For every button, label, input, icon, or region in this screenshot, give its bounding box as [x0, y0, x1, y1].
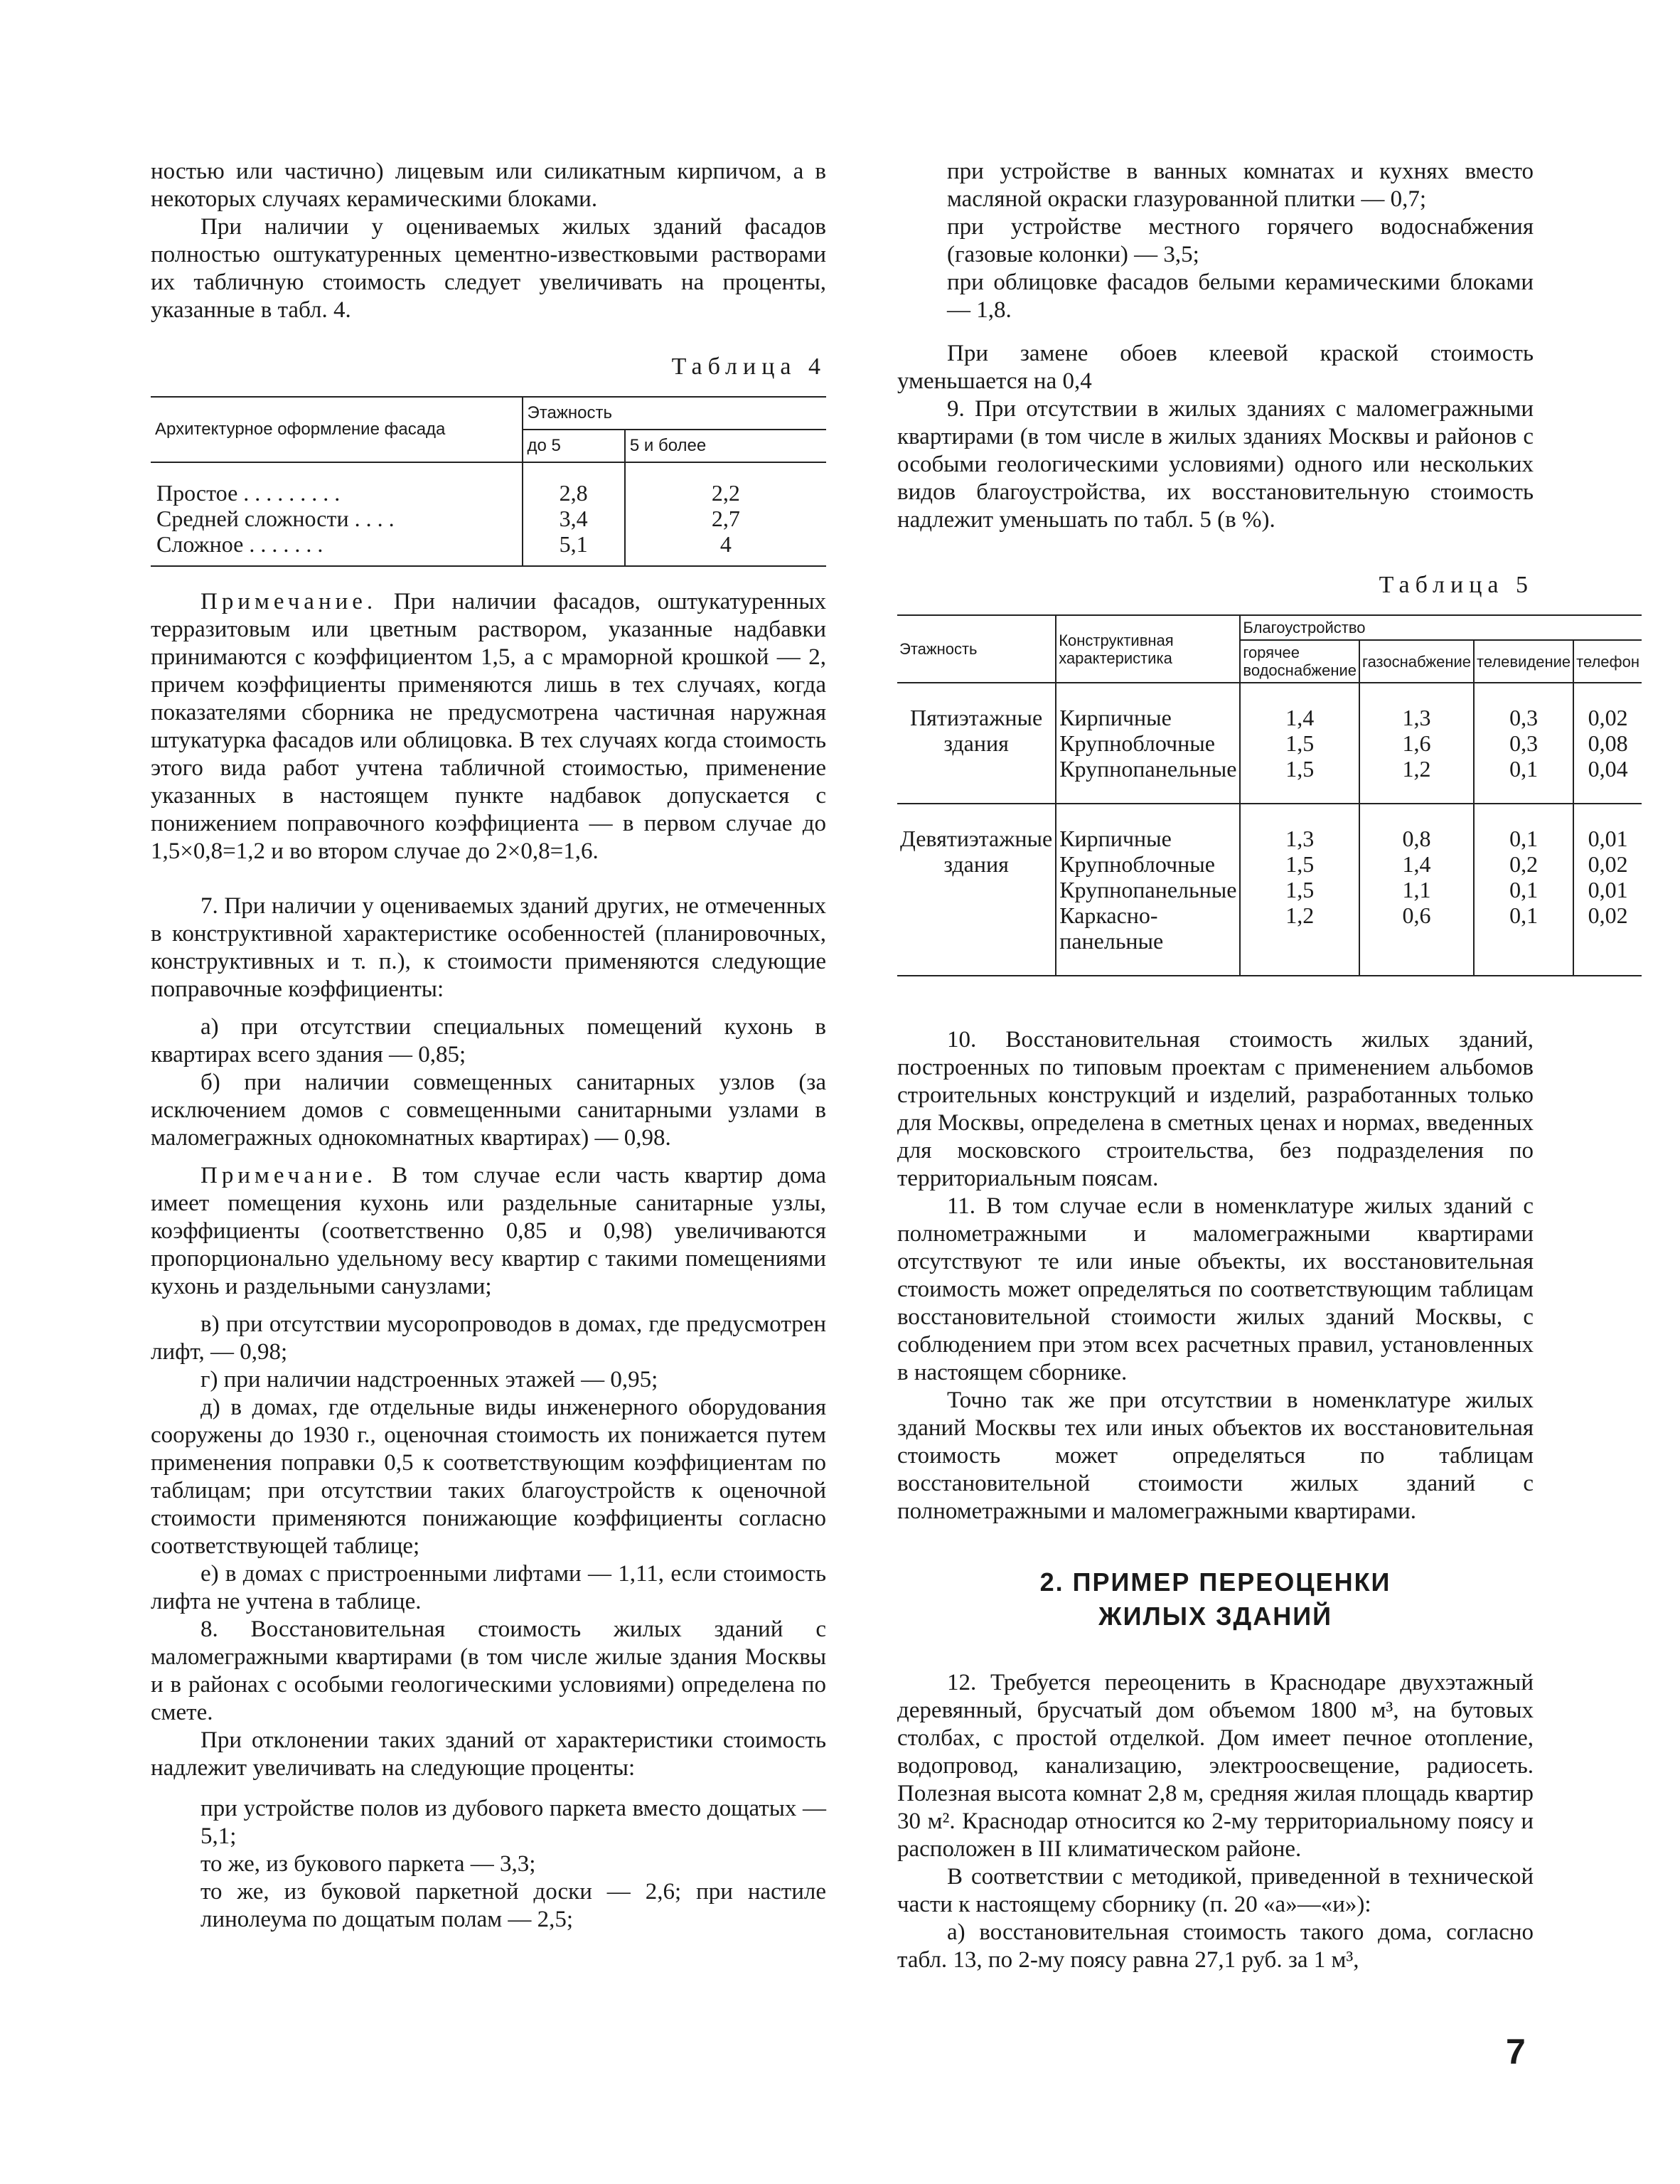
- hot-water-cell: [1240, 683, 1359, 804]
- table-header-floors: Этажность: [523, 397, 827, 430]
- table-cell: 0,6: [1402, 902, 1431, 928]
- gas-cell: [1359, 804, 1474, 976]
- table-header-hot-water: горячее водоснабжение: [1240, 640, 1359, 683]
- table-4-caption: Таблица 4: [671, 353, 826, 380]
- leader-dots: . . . . . . . . .: [243, 480, 341, 506]
- note-label: Примечание.: [200, 589, 378, 614]
- paragraph: В соответствии с методикой, приведенной в технической части к настоящему сборнику (п. 20 «а»—«и»):: [897, 1864, 1534, 1917]
- paragraph: При замене обоев клеевой краской стоимость уменьшается на 0,4: [897, 341, 1534, 394]
- paragraph: то же, из букового паркета — 3,3;: [200, 1851, 536, 1877]
- paragraph: При отклонении таких зданий от характеристики стоимость надлежит увеличивать на следующие проценты:: [151, 1727, 826, 1781]
- section-heading: [897, 1565, 1534, 1634]
- group-label: Пятиэтажные здания: [910, 705, 1043, 756]
- paragraph: при устройстве местного горячего водоснабжения (газовые колонки) — 3,5;: [947, 214, 1534, 267]
- table-cell: Каркасно-панельные: [1059, 902, 1164, 954]
- table-cell: 1,1: [1402, 877, 1431, 902]
- paragraph: 11. В том случае если в номенклатуре жилых зданий с полнометражными и маломегражными квартирами отсутствуют те или иные объекты, их восстановительная стоимость может определяться по соответствующим таблицам восстановительной стоимости жилых зданий Москвы, с соблюдением при этом всех расчетных правил, установленных в настоящем сборнике.: [897, 1193, 1534, 1385]
- note-label: Примечание.: [200, 1163, 378, 1188]
- table-cell: Крупнопанельные: [1059, 756, 1237, 782]
- paragraph: Точно так же при отсутствии в номенклатуре жилых зданий Москвы тех или иных объектов их восстановительная стоимость может определяться по таблицам восстановительной стоимости жилых зданий с полнометражными и маломегражными квартирами.: [897, 1387, 1534, 1524]
- table-cell: 1,3: [1285, 826, 1315, 851]
- table-header-amenities: Благоустройство: [1240, 615, 1642, 640]
- table-cell: 0,01: [1588, 877, 1628, 902]
- table-cell: 0,02: [1588, 851, 1628, 877]
- table-cell: 0,01: [1588, 826, 1628, 851]
- table-cell: 1,2: [1402, 756, 1431, 782]
- paragraph: ностью или частично) лицевым или силикатным кирпичом, а в некоторых случаях керамическими блоками.: [151, 159, 826, 212]
- right-column: [897, 158, 1640, 1974]
- table-4: [151, 396, 826, 567]
- table-cell: 1,4: [1402, 851, 1431, 877]
- table-header-floors: Этажность: [897, 615, 1056, 683]
- table-header-upto5: до 5: [523, 430, 625, 462]
- gas-cell: [1359, 683, 1474, 804]
- phone-cell: [1573, 683, 1642, 804]
- table-header-facade: Архитектурное оформление фасада: [151, 397, 523, 462]
- table-row: [151, 531, 826, 566]
- table-cell: 1,5: [1285, 730, 1315, 756]
- paragraph: При наличии у оцениваемых жилых зданий фасадов полностью оштукатуренных цементно-известковыми растворами их табличную стоимость следует увеличивать на проценты, указанные в табл. 4.: [151, 214, 826, 323]
- paragraph: д) в домах, где отдельные виды инженерного оборудования сооружены до 1930 г., оценочная стоимость их понижается путем применения поправки 0,5 к соответствующим коэффициентам по таблицам; при отсутствии таких благоустройств к оценочной стоимости применяются понижающие коэффициенты согласно соответствующей таблице;: [151, 1395, 826, 1559]
- row-label: Простое: [156, 480, 238, 506]
- paragraph: при устройстве полов из дубового паркета вместо дощатых — 5,1;: [200, 1796, 826, 1849]
- paragraph: 10. Восстановительная стоимость жилых зданий, построенных по типовым проектам с применением альбомов строительных конструкций и изделий, разработанных только для Москвы, определена в сметных ценах и нормах, введенных для московского строительства, без подразделения по территориальным поясам.: [897, 1027, 1534, 1191]
- phone-cell: [1573, 804, 1642, 976]
- table-5: [897, 614, 1642, 976]
- paragraph: г) при наличии надстроенных этажей — 0,95;: [200, 1367, 658, 1392]
- leader-dots: . . . .: [354, 506, 395, 531]
- row-label: Сложное: [156, 531, 244, 557]
- table-cell: 4: [625, 531, 826, 566]
- paragraph: а) при отсутствии специальных помещений кухонь в квартирах всего здания — 0,85;: [151, 1014, 826, 1067]
- tv-cell: [1474, 683, 1573, 804]
- table-cell: 0,8: [1402, 826, 1431, 851]
- table-cell: 2,8: [523, 462, 625, 506]
- table-cell: 0,02: [1588, 705, 1628, 730]
- table-cell: 0,2: [1509, 851, 1539, 877]
- row-label: Средней сложности: [156, 506, 349, 531]
- table-cell: 0,1: [1509, 756, 1539, 782]
- page-number: 7: [1506, 2032, 1526, 2072]
- table-row: [151, 462, 826, 506]
- table-header-gas: газоснабжение: [1359, 640, 1474, 683]
- table-cell: 2,7: [625, 506, 826, 531]
- paragraph: при облицовке фасадов белыми керамическими блоками — 1,8.: [947, 270, 1534, 323]
- table-cell: 0,3: [1509, 705, 1539, 730]
- note-paragraph: [151, 588, 826, 865]
- hot-water-cell: [1240, 804, 1359, 976]
- note-text: В том случае если часть квартир дома имеет помещения кухонь или раздельные санитарные узлы, коэффициенты (соответственно 0,85 и 0,98) увеличиваются пропорционально удельному весу квартир с такими помещениями кухонь и раздельными санузлами;: [151, 1163, 826, 1299]
- table-header-construction: Конструктивная характеристика: [1056, 615, 1240, 683]
- construction-cell: [1056, 683, 1240, 804]
- table-cell: Крупноблочные: [1059, 851, 1215, 877]
- section-heading-line: 2. ПРИМЕР ПЕРЕОЦЕНКИ: [1039, 1567, 1391, 1597]
- note-text: При наличии фасадов, оштукатуренных терразитовым или цветным раствором, указанные надбавки принимаются с коэффициентом 1,5, а с мраморной крошкой — 2, причем коэффициенты применяются лишь в тех случаях, когда показателями сборника не предусмотрена частичная наружная штукатурка фасадов или облицовка. В тех случаях когда стоимость этого вида работ учтена табличной стоимостью, применение указанных в настоящем пункте надбавок допускается с понижением поправочного коэффициента — в первом случае до 1,5×0,8=1,2 и во втором случае до 2×0,8=1,6.: [151, 589, 826, 864]
- paragraph: то же, из буковой паркетной доски — 2,6; при настиле линолеума по дощатым полам — 2,5;: [200, 1879, 826, 1932]
- group-label: Девятиэтажные здания: [897, 804, 1056, 976]
- table-cell: 0,02: [1588, 902, 1628, 928]
- paragraph: 8. Восстановительная стоимость жилых зданий с маломегражными квартирами (в том числе жилые здания Москвы и в районах с особыми геологическими условиями) определена по смете.: [151, 1616, 826, 1725]
- table-cell: 5,1: [523, 531, 625, 566]
- table-cell: 0,1: [1509, 877, 1539, 902]
- paragraph: 9. При отсутствии в жилых зданиях с маломегражными квартирами (в том числе в жилых зданиях Москвы и районов с особыми геологическими условиями) одного или нескольких видов благоустройства, их восстановительную стоимость надлежит уменьшать по табл. 5 (в %).: [897, 396, 1534, 533]
- table-header-tv: телевидение: [1474, 640, 1573, 683]
- paragraph: при устройстве в ванных комнатах и кухнях вместо масляной окраски глазурованной плитки — 0,7;: [947, 159, 1534, 212]
- table-header-5plus: 5 и более: [625, 430, 826, 462]
- left-column: [151, 158, 826, 1934]
- section-heading-line: ЖИЛЫХ ЗДАНИЙ: [1098, 1602, 1332, 1631]
- paragraph: в) при отсутствии мусоропроводов в домах, где предусмотрен лифт, — 0,98;: [151, 1311, 826, 1365]
- table-cell: 1,6: [1402, 730, 1431, 756]
- table-cell: 1,4: [1285, 705, 1315, 730]
- table-cell: Кирпичные: [1059, 705, 1172, 730]
- table-cell: 0,04: [1588, 756, 1628, 782]
- table-cell: 1,3: [1402, 705, 1431, 730]
- table-cell: 2,2: [625, 462, 826, 506]
- table-cell: 0,3: [1509, 730, 1539, 756]
- table-cell: 0,1: [1509, 902, 1539, 928]
- table-cell: Кирпичные: [1059, 826, 1172, 851]
- table-cell: 0,1: [1509, 826, 1539, 851]
- paragraph: а) восстановительная стоимость такого дома, согласно табл. 13, по 2-му поясу равна 27,1 руб. за 1 м³,: [897, 1919, 1534, 1973]
- leader-dots: . . . . . . .: [249, 531, 323, 557]
- table-cell: 1,5: [1285, 877, 1315, 902]
- table-group: [897, 683, 1642, 804]
- paragraph: б) при наличии совмещенных санитарных узлов (за исключением домов с совмещенными санитарными узлами в маломегражных однокомнатных квартирах) — 0,98.: [151, 1070, 826, 1151]
- construction-cell: [1056, 804, 1240, 976]
- table-group: [897, 804, 1642, 976]
- tv-cell: [1474, 804, 1573, 976]
- table-cell: 1,5: [1285, 851, 1315, 877]
- table-5-caption: Таблица 5: [1379, 572, 1534, 598]
- paragraph: 7. При наличии у оцениваемых зданий других, не отмеченных в конструктивной характеристике особенностей (планировочных, конструктивных и т. п.), к стоимости применяются следующие поправочные коэффициенты:: [151, 893, 826, 1002]
- table-row: [151, 506, 826, 531]
- table-cell: 3,4: [523, 506, 625, 531]
- table-cell: Крупноблочные: [1059, 730, 1215, 756]
- table-header-phone: телефон: [1573, 640, 1642, 683]
- table-cell: 1,2: [1285, 902, 1315, 928]
- note-paragraph: [151, 1162, 826, 1301]
- paragraph: е) в домах с пристроенными лифтами — 1,11, если стоимость лифта не учтена в таблице.: [151, 1561, 826, 1614]
- paragraph: 12. Требуется переоценить в Краснодаре двухэтажный деревянный, брусчатый дом объемом 1800 м³, на бутовых столбах, с простой отделкой. Дом имеет печное отопление, водопровод, канализацию, электроосвещение, радиосеть. Полезная высота комнат 2,8 м, средняя жилая площадь квартир 30 м². Краснодар относится ко 2-му территориальному поясу и расположен в III климатическом районе.: [897, 1670, 1534, 1862]
- table-cell: 0,08: [1588, 730, 1628, 756]
- table-cell: 1,5: [1285, 756, 1315, 782]
- table-cell: Крупнопанельные: [1059, 877, 1237, 902]
